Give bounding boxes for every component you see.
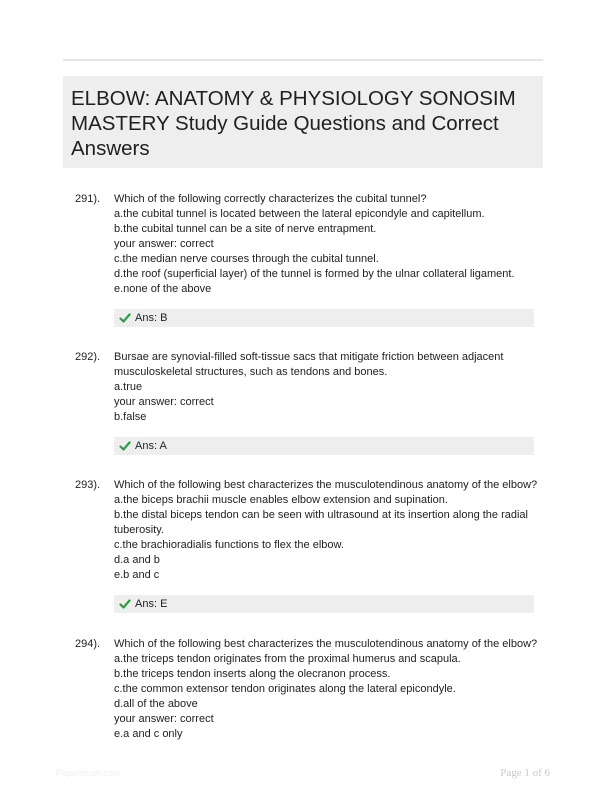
option-line: c.the median nerve courses through the cubital tunnel. <box>114 253 379 265</box>
question-292 <box>63 350 543 455</box>
check-icon <box>119 598 131 610</box>
your-answer-line: your answer: correct <box>114 713 214 725</box>
your-answer-line: your answer: correct <box>114 238 214 250</box>
check-icon <box>119 312 131 324</box>
answer-text: Ans: E <box>135 597 168 610</box>
title-box <box>63 76 543 168</box>
question-body <box>114 478 539 583</box>
question-body <box>114 192 539 297</box>
option-line: d.a and b <box>114 554 160 566</box>
option-line: a.the biceps brachii muscle enables elbow extension and supination. <box>114 494 448 506</box>
question-line: Which of the following best characterizes the musculotendinous anatomy of the elbow? <box>114 638 538 650</box>
option-line: b.false <box>114 411 147 423</box>
footer-watermark: Paperstudy.com <box>56 768 121 778</box>
option-line: b.the cubital tunnel can be a site of nerve entrapment. <box>114 223 377 235</box>
question-number: 291). <box>75 193 101 205</box>
your-answer-line: your answer: correct <box>114 396 214 408</box>
question-line: Which of the following best characterizes the musculotendinous anatomy of the elbow? <box>114 479 538 491</box>
option-line: a.true <box>114 381 143 393</box>
answer-box <box>114 309 534 327</box>
option-line: b.the triceps tendon inserts along the olecranon process. <box>114 668 391 680</box>
option-line: e.a and c only <box>114 728 183 740</box>
option-line: a.the triceps tendon originates from the proximal humerus and scapula. <box>114 653 461 665</box>
question-294 <box>63 637 543 742</box>
answer-box <box>114 595 534 613</box>
option-line: d.all of the above <box>114 698 198 710</box>
question-body <box>114 350 539 425</box>
answer-text: Ans: A <box>135 439 167 452</box>
question-number: 293). <box>75 479 101 491</box>
question-line: Bursae are synovial-filled soft-tissue sacs that mitigate friction between adjacent musculoskeletal structures, such as tendons and bones. <box>114 351 504 378</box>
page-title: ELBOW: ANATOMY & PHYSIOLOGY SONOSIM MASTERY Study Guide Questions and Correct Answers <box>71 87 516 160</box>
answer-text: Ans: B <box>135 311 168 324</box>
answer-box <box>114 437 534 455</box>
question-number: 292). <box>75 351 101 363</box>
question-293 <box>63 478 543 613</box>
question-line: Which of the following correctly characterizes the cubital tunnel? <box>114 193 427 205</box>
question-body <box>114 637 539 742</box>
option-line: d.the roof (superficial layer) of the tunnel is formed by the ulnar collateral ligament. <box>114 268 515 280</box>
option-line: a.the cubital tunnel is located between the lateral epicondyle and capitellum. <box>114 208 485 220</box>
top-divider <box>63 59 543 61</box>
question-291 <box>63 192 543 327</box>
option-line: e.none of the above <box>114 283 212 295</box>
option-line: c.the brachioradialis functions to flex the elbow. <box>114 539 344 551</box>
question-number: 294). <box>75 638 101 650</box>
check-icon <box>119 440 131 452</box>
option-line: b.the distal biceps tendon can be seen with ultrasound at its insertion along the radial tuberosity. <box>114 509 528 536</box>
page-number: Page 1 of 6 <box>500 767 550 779</box>
option-line: e.b and c <box>114 569 160 581</box>
option-line: c.the common extensor tendon originates along the lateral epicondyle. <box>114 683 456 695</box>
